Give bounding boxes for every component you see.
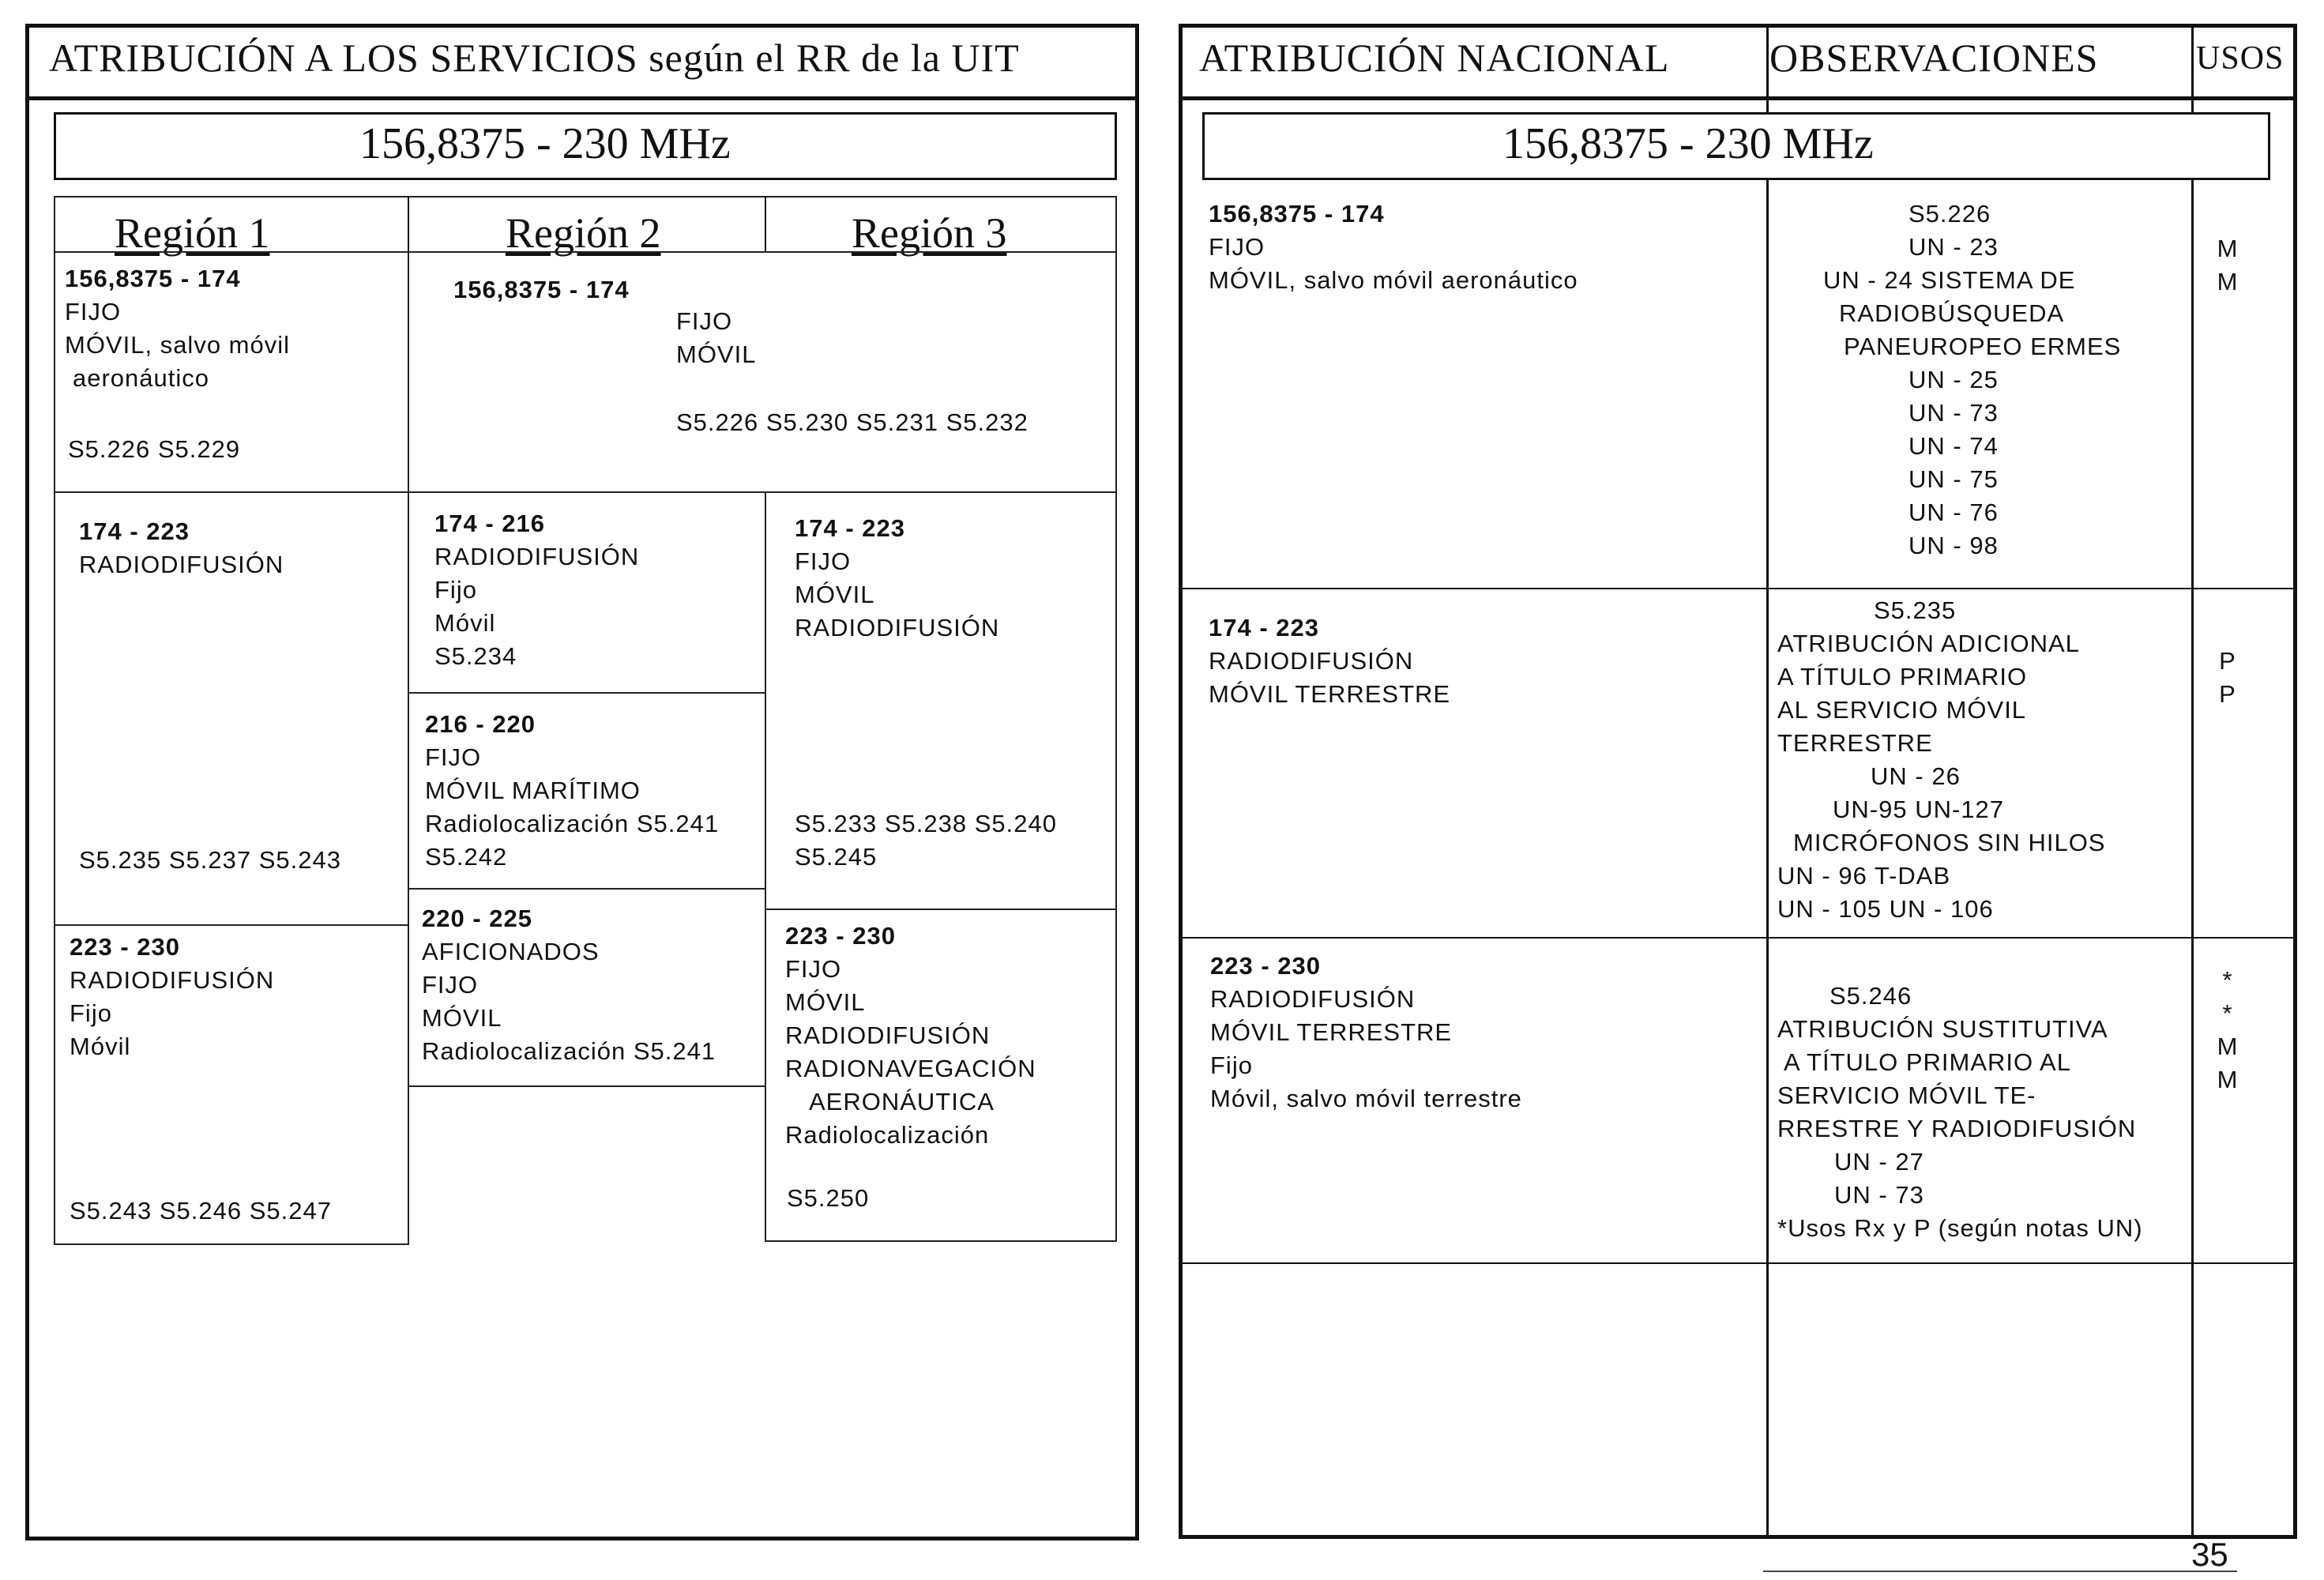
obs-line: PANEUROPEO ERMES (1844, 333, 2122, 360)
right-col-divider-obs (1766, 24, 1769, 1539)
obs-line: UN - 27 (1834, 1148, 1924, 1176)
r23-service-line: MÓVIL (676, 340, 757, 368)
left-header-title (49, 35, 1020, 81)
nat-service-line: Móvil, salvo móvil terrestre (1210, 1085, 1522, 1112)
r1-service-line: Móvil (70, 1033, 131, 1060)
r23-service-line: FIJO (676, 307, 733, 335)
r3-service-line: AERONÁUTICA (809, 1088, 995, 1115)
usos-value: M (2217, 1066, 2239, 1093)
usos-value: M (2217, 268, 2239, 295)
r1-service-line: FIJO (65, 298, 122, 325)
region-1-title: Región 1 (115, 209, 270, 257)
usos-value: P (2219, 647, 2236, 675)
r1-block-223-230 (70, 931, 274, 1063)
obs-line: MICRÓFONOS SIN HILOS (1793, 829, 2106, 856)
r2-block-174-216 (434, 507, 639, 673)
right-col-divider-usos (2191, 24, 2194, 1539)
obs-line: UN - 26 (1871, 762, 1961, 790)
r3-service-line: Radiolocalización (785, 1121, 990, 1149)
obs-line: RRESTRE Y RADIODIFUSIÓN (1777, 1115, 2137, 1142)
r23-band-156-174: 156,8375 - 174 (453, 276, 630, 303)
r3-service-line: RADIODIFUSIÓN (795, 614, 1000, 641)
usos-value: M (2217, 235, 2239, 262)
obs-line: A TÍTULO PRIMARIO (1777, 663, 2028, 690)
left-header-rest: según el RR de la UIT (649, 36, 1020, 80)
obs-line: UN - 73 (1834, 1181, 1924, 1209)
r2-service-line: MÓVIL (422, 1004, 502, 1032)
r1-band-174-223: 174 - 223 (79, 517, 190, 545)
right-row-divider-3 (1179, 1262, 2297, 1264)
nat-row-2-band: 174 - 223 (1209, 614, 1319, 641)
nat-service-line: RADIODIFUSIÓN (1209, 647, 1414, 675)
r3-service-line: RADIODIFUSIÓN (785, 1021, 991, 1049)
r3-notes-line: S5.245 (795, 843, 878, 871)
nat-service-line: MÓVIL TERRESTRE (1209, 680, 1451, 708)
r2-service-line: AFICIONADOS (422, 938, 600, 965)
r1-block-174-223 (79, 515, 284, 581)
r3-block-223-230 (785, 920, 1036, 1152)
usos-value: * (2222, 999, 2233, 1027)
r2-service-line: RADIODIFUSIÓN (434, 543, 640, 570)
r1-notes-174-223: S5.235 S5.237 S5.243 (79, 846, 341, 874)
r2-service-line: FIJO (422, 971, 479, 999)
usos-row-3 (2204, 964, 2251, 1097)
r2-service-line: Fijo (434, 576, 477, 604)
right-header-nacional: ATRIBUCIÓN NACIONAL (1199, 36, 1670, 80)
r1-service-line: aeronáutico (73, 364, 210, 392)
obs-line: UN-95 UN-127 (1833, 796, 2005, 823)
r3-notes-174-223 (795, 807, 1057, 874)
nat-service-line: MÓVIL, salvo móvil aeronáutico (1209, 266, 1578, 294)
obs-line: UN - 23 (1908, 233, 1999, 261)
r3-service-line: RADIONAVEGACIÓN (785, 1055, 1036, 1082)
obs-line: S5.226 (1908, 200, 1991, 228)
left-range-label: 156,8375 - 230 MHz (359, 119, 731, 168)
right-row-divider-2 (1179, 937, 2297, 939)
r1-service-line: MÓVIL, salvo móvil (65, 331, 291, 359)
obs-row-1 (1823, 198, 2121, 562)
obs-line: ATRIBUCIÓN ADICIONAL (1777, 630, 2080, 657)
left-header-caps: ATRIBUCIÓN A LOS SERVICIOS (49, 36, 638, 80)
page-number: 35 (2191, 1536, 2228, 1573)
r3-block-174-223 (795, 512, 999, 645)
r3-notes-223-230: S5.250 (787, 1184, 870, 1212)
obs-line: UN - 24 SISTEMA DE (1823, 266, 2076, 294)
regions-divider-2 (765, 196, 766, 253)
r23-notes: S5.226 S5.230 S5.231 S5.232 (676, 408, 1029, 436)
r2-block-216-220 (425, 708, 719, 874)
obs-line: A TÍTULO PRIMARIO AL (1784, 1048, 2071, 1076)
r2-service-line: Radiolocalización S5.241 (422, 1037, 716, 1065)
nat-row-2-services (1209, 611, 1450, 711)
r3-service-line: FIJO (795, 547, 852, 575)
r1-service-line: RADIODIFUSIÓN (70, 966, 275, 994)
r3-service-line: MÓVIL (785, 988, 866, 1016)
obs-line: UN - 98 (1908, 532, 1999, 559)
r23-services (676, 305, 756, 371)
obs-line: UN - 75 (1908, 465, 1999, 493)
r2-service-line: Radiolocalización S5.241 (425, 810, 720, 837)
region-2-title: Región 2 (506, 209, 661, 257)
r2-service-line: FIJO (425, 743, 482, 771)
nat-row-3-services (1210, 950, 1522, 1115)
obs-row-2 (1777, 594, 2105, 926)
obs-line: TERRESTRE (1777, 729, 1933, 757)
r3-band-223-230: 223 - 230 (785, 922, 896, 950)
obs-line: AL SERVICIO MÓVIL (1777, 696, 2027, 724)
obs-line: UN - 96 T-DAB (1777, 862, 1951, 890)
r2-band-216-220: 216 - 220 (425, 710, 536, 738)
r2-band-220-225: 220 - 225 (422, 905, 532, 932)
obs-line: ATRIBUCIÓN SUSTITUTIVA (1777, 1015, 2108, 1043)
nat-row-1-services (1209, 198, 1578, 297)
nat-row-3-band: 223 - 230 (1210, 952, 1321, 980)
usos-value: M (2217, 1033, 2239, 1060)
r3-service-line: FIJO (785, 955, 842, 983)
r2-service-line: S5.242 (425, 843, 508, 871)
nat-service-line: RADIODIFUSIÓN (1210, 985, 1416, 1013)
r1-block-156-174 (65, 262, 290, 395)
right-range-label: 156,8375 - 230 MHz (1502, 119, 1874, 168)
left-header-divider (25, 96, 1139, 100)
r2-block-220-225 (422, 902, 716, 1068)
nat-service-line: Fijo (1210, 1051, 1253, 1079)
obs-line: *Usos Rx y P (según notas UN) (1777, 1214, 2143, 1242)
r1-band-223-230: 223 - 230 (70, 933, 180, 961)
nat-row-1-band: 156,8375 - 174 (1209, 200, 1385, 228)
obs-line: S5.246 (1829, 982, 1912, 1010)
regions-divider-1 (408, 196, 409, 253)
obs-line: SERVICIO MÓVIL TE- (1777, 1082, 2036, 1109)
r1-service-line: Fijo (70, 999, 112, 1027)
right-header-divider (1179, 96, 2297, 100)
nat-service-line: FIJO (1209, 233, 1265, 261)
r1-notes-223-230: S5.243 S5.246 S5.247 (70, 1197, 332, 1224)
r1-band-156-174: 156,8375 - 174 (65, 265, 241, 292)
page-bottom-rule (1763, 1571, 2237, 1572)
right-header-observaciones: OBSERVACIONES (1769, 36, 2099, 80)
usos-value: * (2222, 966, 2233, 994)
obs-line: UN - 105 UN - 106 (1777, 895, 1994, 923)
r3-band-174-223: 174 - 223 (795, 514, 905, 542)
obs-line: UN - 25 (1908, 366, 1999, 393)
obs-line: UN - 73 (1908, 399, 1999, 427)
right-header-usos: USOS (2196, 40, 2285, 77)
obs-line: RADIOBÚSQUEDA (1839, 299, 2065, 327)
r2-band-174-216: 174 - 216 (434, 510, 545, 537)
r3-service-line: MÓVIL (795, 581, 875, 608)
obs-line: UN - 76 (1908, 498, 1999, 526)
r2-service-line: S5.234 (434, 642, 517, 670)
usos-value: P (2219, 680, 2236, 708)
r1-service-line: RADIODIFUSIÓN (79, 551, 284, 578)
obs-line: UN - 74 (1908, 432, 1999, 460)
right-row-divider-1 (1179, 588, 2297, 589)
r2-service-line: MÓVIL MARÍTIMO (425, 777, 641, 804)
usos-row-2 (2204, 645, 2251, 711)
r1-notes-156-174: S5.226 S5.229 (68, 435, 241, 463)
usos-row-1 (2204, 232, 2251, 299)
r3-notes-line: S5.233 S5.238 S5.240 (795, 810, 1057, 837)
obs-line: S5.235 (1874, 596, 1957, 624)
region-3-title: Región 3 (852, 209, 1007, 257)
r2-service-line: Móvil (434, 609, 496, 637)
nat-service-line: MÓVIL TERRESTRE (1210, 1018, 1453, 1046)
obs-row-3 (1777, 980, 2143, 1245)
